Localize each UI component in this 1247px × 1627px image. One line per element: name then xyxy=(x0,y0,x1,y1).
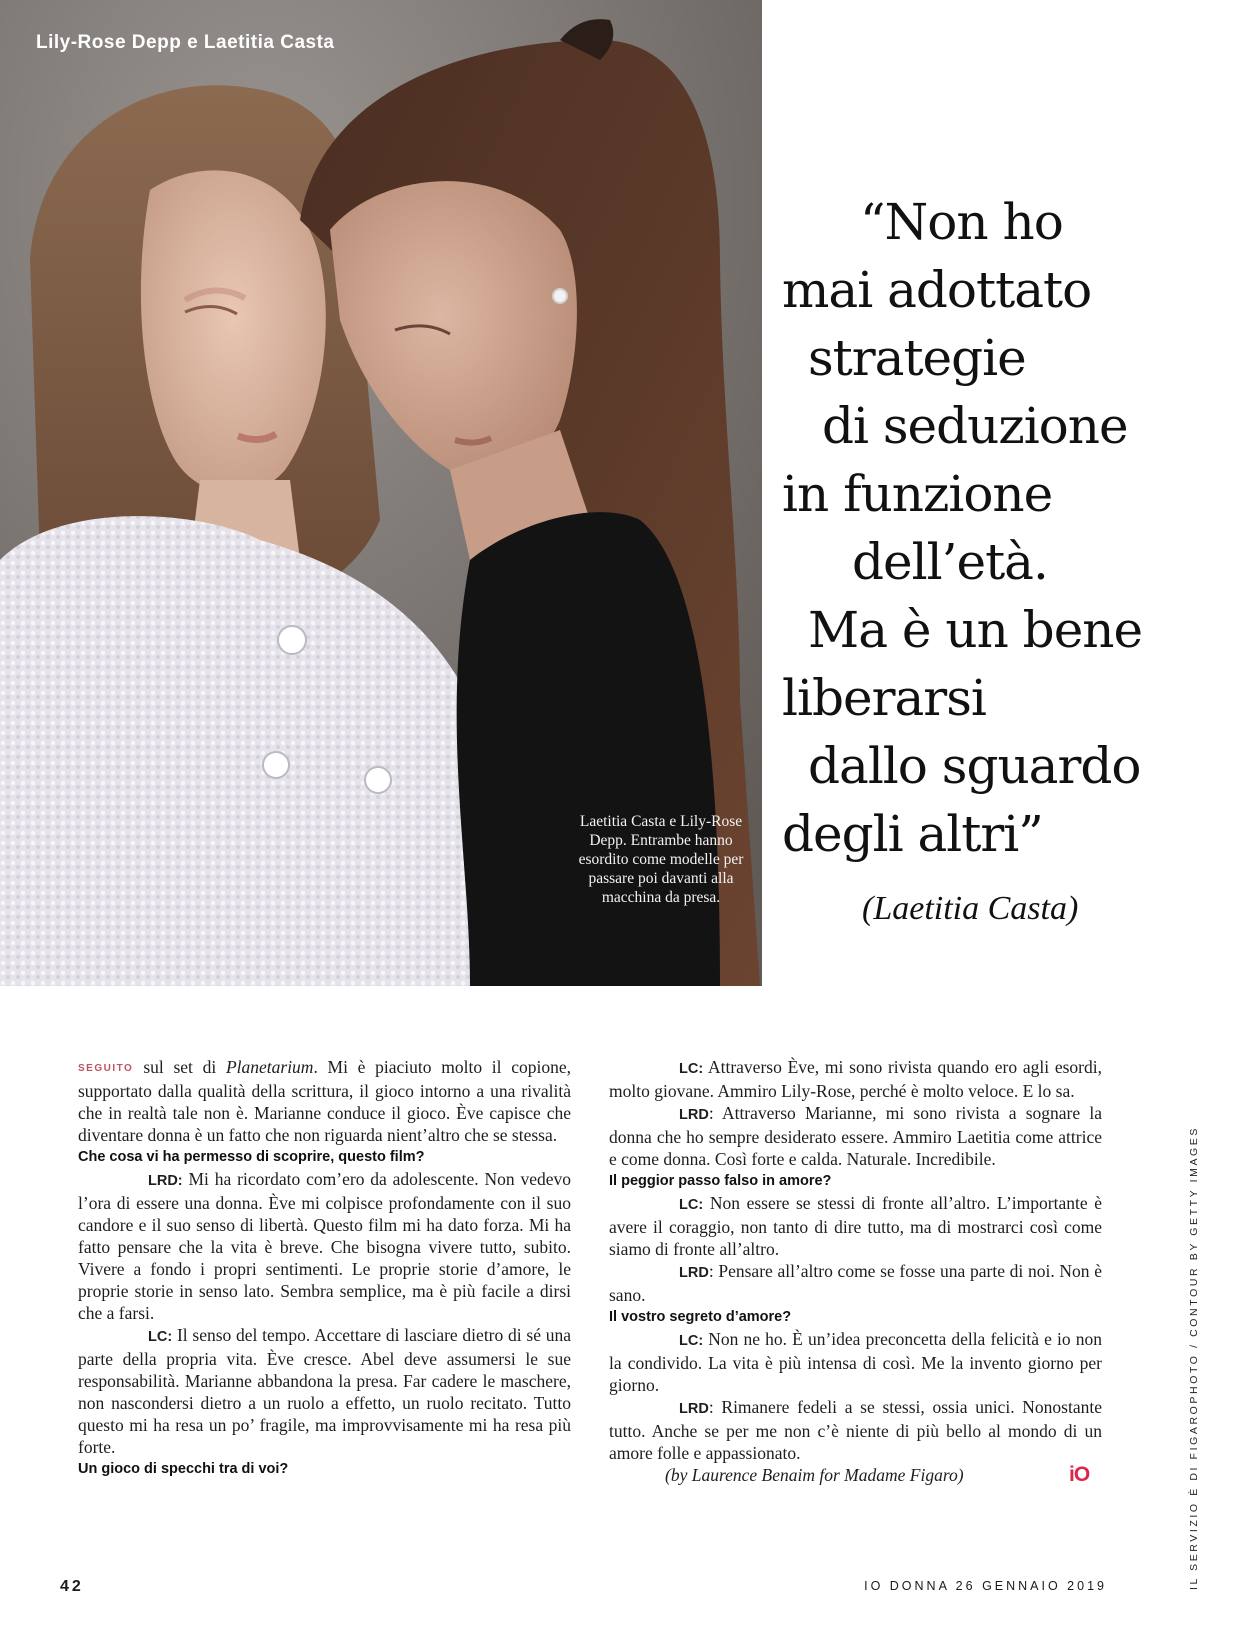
speaker-label: LRD xyxy=(679,1401,709,1417)
quote-line: di seduzione xyxy=(822,397,1128,455)
quote-line: dallo sguardo xyxy=(808,737,1141,795)
quote-line: liberarsi xyxy=(782,669,986,727)
io-end-logo: iO xyxy=(1069,1463,1090,1486)
cover-photo xyxy=(0,0,762,986)
interview-answer: LRD: Pensare all’altro come se fosse una parte di noi. Non è sano. xyxy=(609,1261,1102,1305)
quote-line: dell’età. xyxy=(852,533,1048,591)
speaker-label: LC: xyxy=(148,1329,173,1345)
pull-quote xyxy=(782,188,1222,868)
interview-answer: LC: Attraverso Ève, mi sono rivista quando ero agli esordi, molto giovane. Ammiro Lily-Rose, perché è molto veloce. E lo sa. xyxy=(609,1057,1102,1101)
photo-subject-label: Lily-Rose Depp e Laetitia Casta xyxy=(36,32,335,53)
quote-line: strategie xyxy=(808,329,1026,387)
speaker-label: LRD: xyxy=(148,1173,183,1189)
page-number: 42 xyxy=(60,1578,84,1595)
interview-answer: LC: Il senso del tempo. Accettare di lasciare dietro di sé una parte della propria vita. Ève cresce. Abel deve assumersi le sue responsabilità. Marianne abbandona la presa. Far cadere le maschere, non nascondersi dietro a un ruolo a effetto, un ruolo recitato. Tutto questo mi ha resa un po’ fragile, ma improvvisamente mi ha resa più forte. xyxy=(78,1325,571,1457)
article-column-left xyxy=(78,1056,571,1480)
interview-answer: LRD: Rimanere fedeli a se stessi, ossia unici. Nonostante tutto. Anche se per me non c’è niente di più bello al mondo di un amore folle e appassionato. xyxy=(609,1397,1102,1463)
quote-line: in funzione xyxy=(782,465,1053,523)
interview-answer: LC: Non essere se stessi di fronte all’altro. L’importante è avere il coraggio, non tanto di dire tutto, ma di mostrarci così come siamo di fronte all’altro. xyxy=(609,1193,1103,1259)
issue-info: IO DONNA 26 GENNAIO 2019 xyxy=(864,1579,1107,1593)
photo-credit: IL SERVIZIO È DI FIGAROPHOTO / CONTOUR BY GETTY IMAGES xyxy=(1188,1125,1200,1590)
article-column-right xyxy=(609,1056,1102,1486)
quote-line: Ma è un bene xyxy=(808,601,1143,659)
interview-answer: LRD: Mi ha ricordato com’ero da adolescente. Non vedevo l’ora di essere una donna. Ève mi colpisce profondamente con il suo candore e il suo senso di libertà. Questo film mi ha dato forza. Mi ha fatto pensare che la vita è breve. Che bisogna vivere tutto, subito. Vivere a fondo i propri sentimenti. Le proprie storie d’amore, le proprie storie in senso lato. Sembra semplice, ma è più facile a dirsi che a farsi. xyxy=(78,1169,572,1323)
quote-line: mai adottato xyxy=(782,261,1092,319)
interview-answer: LRD: Attraverso Marianne, mi sono rivista a sognare la donna che ho sempre desiderato essere. Ammiro Laetitia come attrice e come donna. Così forte e calda. Naturale. Incredibile. xyxy=(609,1103,1102,1169)
interview-question: Che cosa vi ha permesso di scoprire, questo film? xyxy=(78,1149,425,1165)
photo-caption: Laetitia Casta e Lily-Rose Depp. Entrambe hanno esordito come modelle per passare poi davanti alla macchina da presa. xyxy=(578,813,744,906)
speaker-label: LC: xyxy=(679,1333,704,1349)
quote-line: “Non ho xyxy=(860,193,1063,251)
film-title: Planetarium xyxy=(225,1057,314,1077)
continued-label: SEGUITO xyxy=(78,1063,134,1074)
quote-author: (Laetitia Casta) xyxy=(862,890,1079,927)
speaker-label: LC: xyxy=(679,1197,704,1213)
interview-question: Un gioco di specchi tra di voi? xyxy=(78,1461,289,1477)
article-credit: (by Laurence Benaim for Madame Figaro) xyxy=(665,1465,964,1485)
quote-line: degli altri” xyxy=(782,805,1043,863)
interview-question: Il vostro segreto d’amore? xyxy=(609,1309,792,1325)
interview-answer: LC: Non ne ho. È un’idea preconcetta della felicità e io non la condivido. La vita è più intensa di così. Me la invento giorno per giorno. xyxy=(609,1329,1102,1395)
article-paragraph: SEGUITO sul set di Planetarium. Mi è piaciuto molto il copione, supportato dalla qualità della scrittura, il gioco intorno a una rivalità che in realtà tale non è. Marianne conduce il gioco. Ève capisce che diventare donna è un fatto che non riguarda nient’altro che se stessa. xyxy=(78,1057,571,1145)
interview-question: Il peggior passo falso in amore? xyxy=(609,1173,832,1189)
speaker-label: LRD xyxy=(679,1107,709,1123)
speaker-label: LRD xyxy=(679,1265,709,1281)
speaker-label: LC: xyxy=(679,1061,704,1077)
